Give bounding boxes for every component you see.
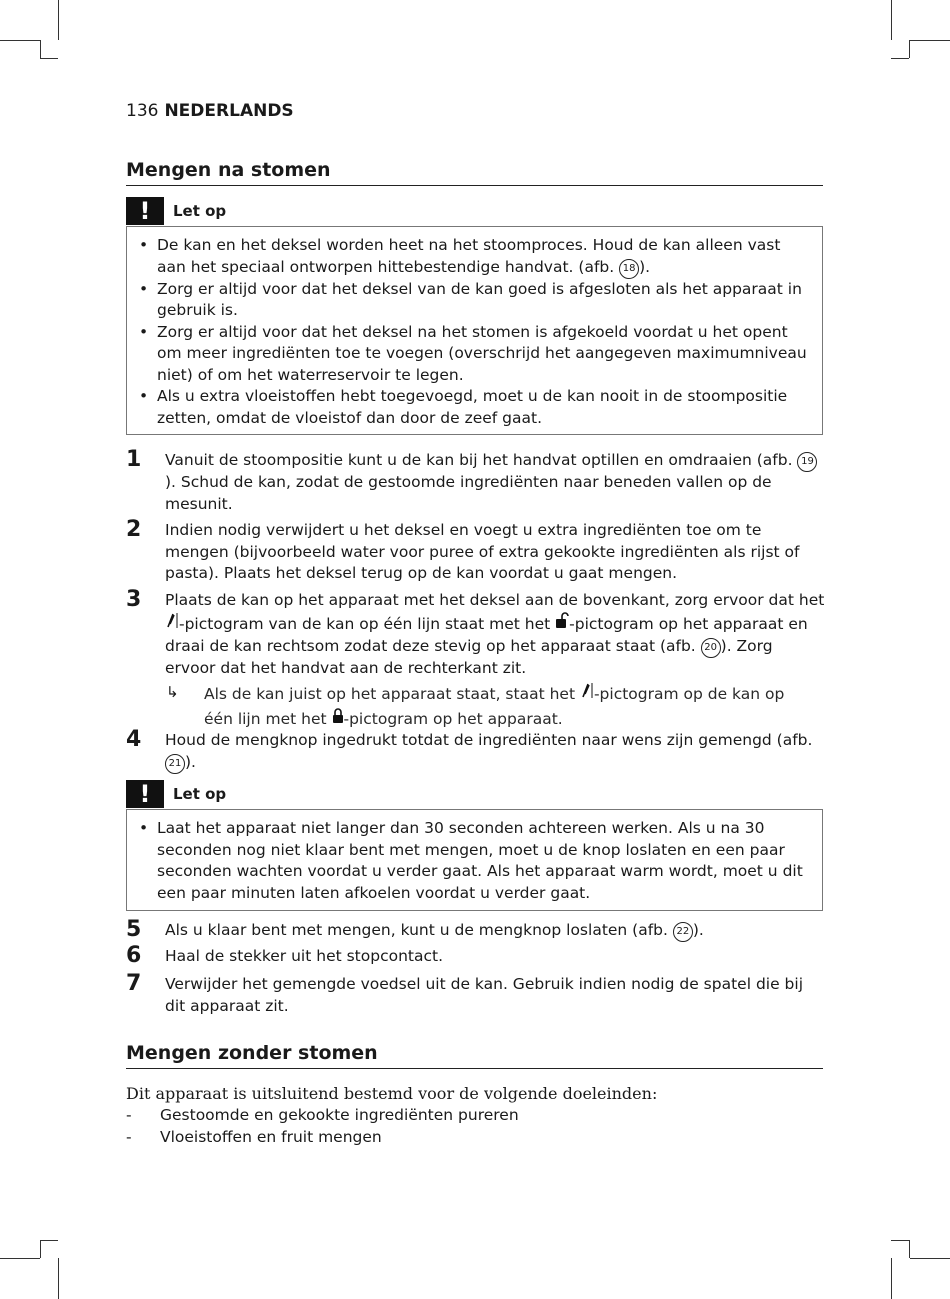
step-text: Houd de mengknop ingedrukt totdat de ingrediënten naar wens zijn gemengd (afb. 21 ). [165, 730, 826, 774]
step-text: Haal de stekker uit het stopcontact. [165, 947, 444, 965]
crop-mark [891, 1240, 909, 1241]
caution-item: • Zorg er altijd voor dat het deksel van de kan goed is afgesloten als het apparaat in gebruik is. [139, 279, 802, 319]
page-header [126, 100, 294, 122]
step-number: 7 [126, 971, 142, 996]
figure-number: 18 [619, 259, 639, 279]
step [126, 517, 826, 585]
step-number: 6 [126, 943, 142, 968]
intro-text: Dit apparaat is uitsluitend bestemd voor de volgende doeleinden: [126, 1084, 658, 1103]
step-number: 3 [126, 587, 142, 612]
alignment-mark-icon [165, 612, 179, 637]
step [126, 447, 826, 515]
step-number: 1 [126, 447, 142, 472]
crop-mark [58, 1258, 59, 1299]
crop-mark [0, 1258, 40, 1259]
step [126, 727, 826, 774]
caution-box [126, 226, 823, 435]
crop-mark [909, 1240, 910, 1258]
figure-number: 19 [797, 452, 817, 472]
alignment-mark-icon [580, 682, 594, 707]
page-number: 136 [126, 101, 159, 121]
caution-box [126, 809, 823, 911]
step [126, 917, 826, 942]
step [126, 943, 826, 968]
caution-item: • De kan en het deksel worden heet na het stoomproces. Houd de kan alleen vast aan het speciaal ontworpen hittebestendige handvat. (afb. 18 ). [139, 235, 812, 279]
crop-mark [40, 1240, 58, 1241]
result-text: Als de kan juist op het apparaat staat, staat het -pictogram op de kan op één lijn met het -pictogram op het apparaat. [204, 682, 816, 731]
step [126, 587, 826, 680]
exclamation-icon: ! [126, 780, 164, 808]
lock-icon [332, 707, 344, 732]
caution-label: Let op [173, 202, 227, 220]
step-text: Vanuit de stoompositie kunt u de kan bij het handvat optillen en omdraaien (afb. 19). Schud de kan, zodat de gestoomde ingrediënten naar beneden vallen op de mesunit. [165, 450, 826, 515]
step [126, 971, 826, 1017]
crop-mark [58, 0, 59, 40]
step-text: Plaats de kan op het apparaat met het deksel aan de bovenkant, zorg ervoor dat het -pictogram van de kan op één lijn staat met het -pictogram op het apparaat en draai de kan rechtsom zodat deze stevig op het apparaat staat (afb. 20 ). Zorg ervoor dat het handvat aan de rechterkant zit. [165, 591, 825, 677]
exclamation-icon: ! [126, 197, 164, 225]
result-note [166, 682, 816, 731]
caution-item: • Als u extra vloeistoffen hebt toegevoegd, moet u de kan nooit in de stoompositie zetten, omdat de vloeistof dan door de zeef gaat. [139, 387, 788, 427]
list-item: - Gestoomde en gekookte ingrediënten pureren [126, 1106, 519, 1124]
crop-mark [910, 40, 950, 41]
crop-mark [40, 1240, 41, 1258]
caution-list [139, 235, 812, 429]
crop-mark [910, 1258, 950, 1259]
step-text: Indien nodig verwijdert u het deksel en voegt u extra ingrediënten toe om te mengen (bijvoorbeeld water voor puree of extra gekookte ingrediënten als rijst of pasta). Plaats het deksel terug op de kan voordat u gaat mengen. [165, 521, 800, 582]
step-text: Als u klaar bent met mengen, kunt u de mengknop loslaten (afb. 22 ). [165, 920, 826, 942]
step-number: 5 [126, 917, 142, 942]
crop-mark [909, 40, 910, 58]
crop-mark [40, 58, 58, 59]
list-item: - Vloeistoffen en fruit mengen [126, 1128, 382, 1146]
caution-header [126, 197, 823, 225]
caution-item: • Laat het apparaat niet langer dan 30 seconden achtereen werken. Als u na 30 seconden nog niet klaar bent met mengen, moet u de knop loslaten en een paar seconden wachten voordat u verder gaat. Als het apparaat warm wordt, moet u dit een paar minuten laten afkoelen voordat u verder gaat. [139, 819, 803, 902]
caution-label: Let op [173, 785, 227, 803]
unlock-icon [555, 612, 569, 637]
section-title: Mengen na stomen [126, 157, 823, 186]
figure-number: 21 [165, 754, 185, 774]
figure-number: 20 [701, 638, 721, 658]
figure-number: 22 [673, 922, 693, 942]
step-number: 2 [126, 517, 142, 542]
step-number: 4 [126, 727, 142, 752]
crop-mark [891, 1258, 892, 1299]
crop-mark [40, 40, 41, 58]
caution-header [126, 780, 823, 808]
section-title: Mengen zonder stomen [126, 1040, 823, 1069]
caution-list [139, 818, 812, 904]
crop-mark [891, 58, 909, 59]
crop-mark [0, 40, 40, 41]
step-text: Verwijder het gemengde voedsel uit de kan. Gebruik indien nodig de spatel die bij dit apparaat zit. [165, 975, 803, 1015]
result-arrow-icon: ↳ [166, 683, 179, 701]
caution-item: • Zorg er altijd voor dat het deksel na het stomen is afgekoeld voordat u het opent om meer ingrediënten toe te voegen (overschrijd het aangegeven maximumniveau niet) of om het waterreservoir te legen. [139, 322, 807, 384]
crop-mark [891, 0, 892, 40]
page-language: NEDERLANDS [164, 101, 294, 121]
